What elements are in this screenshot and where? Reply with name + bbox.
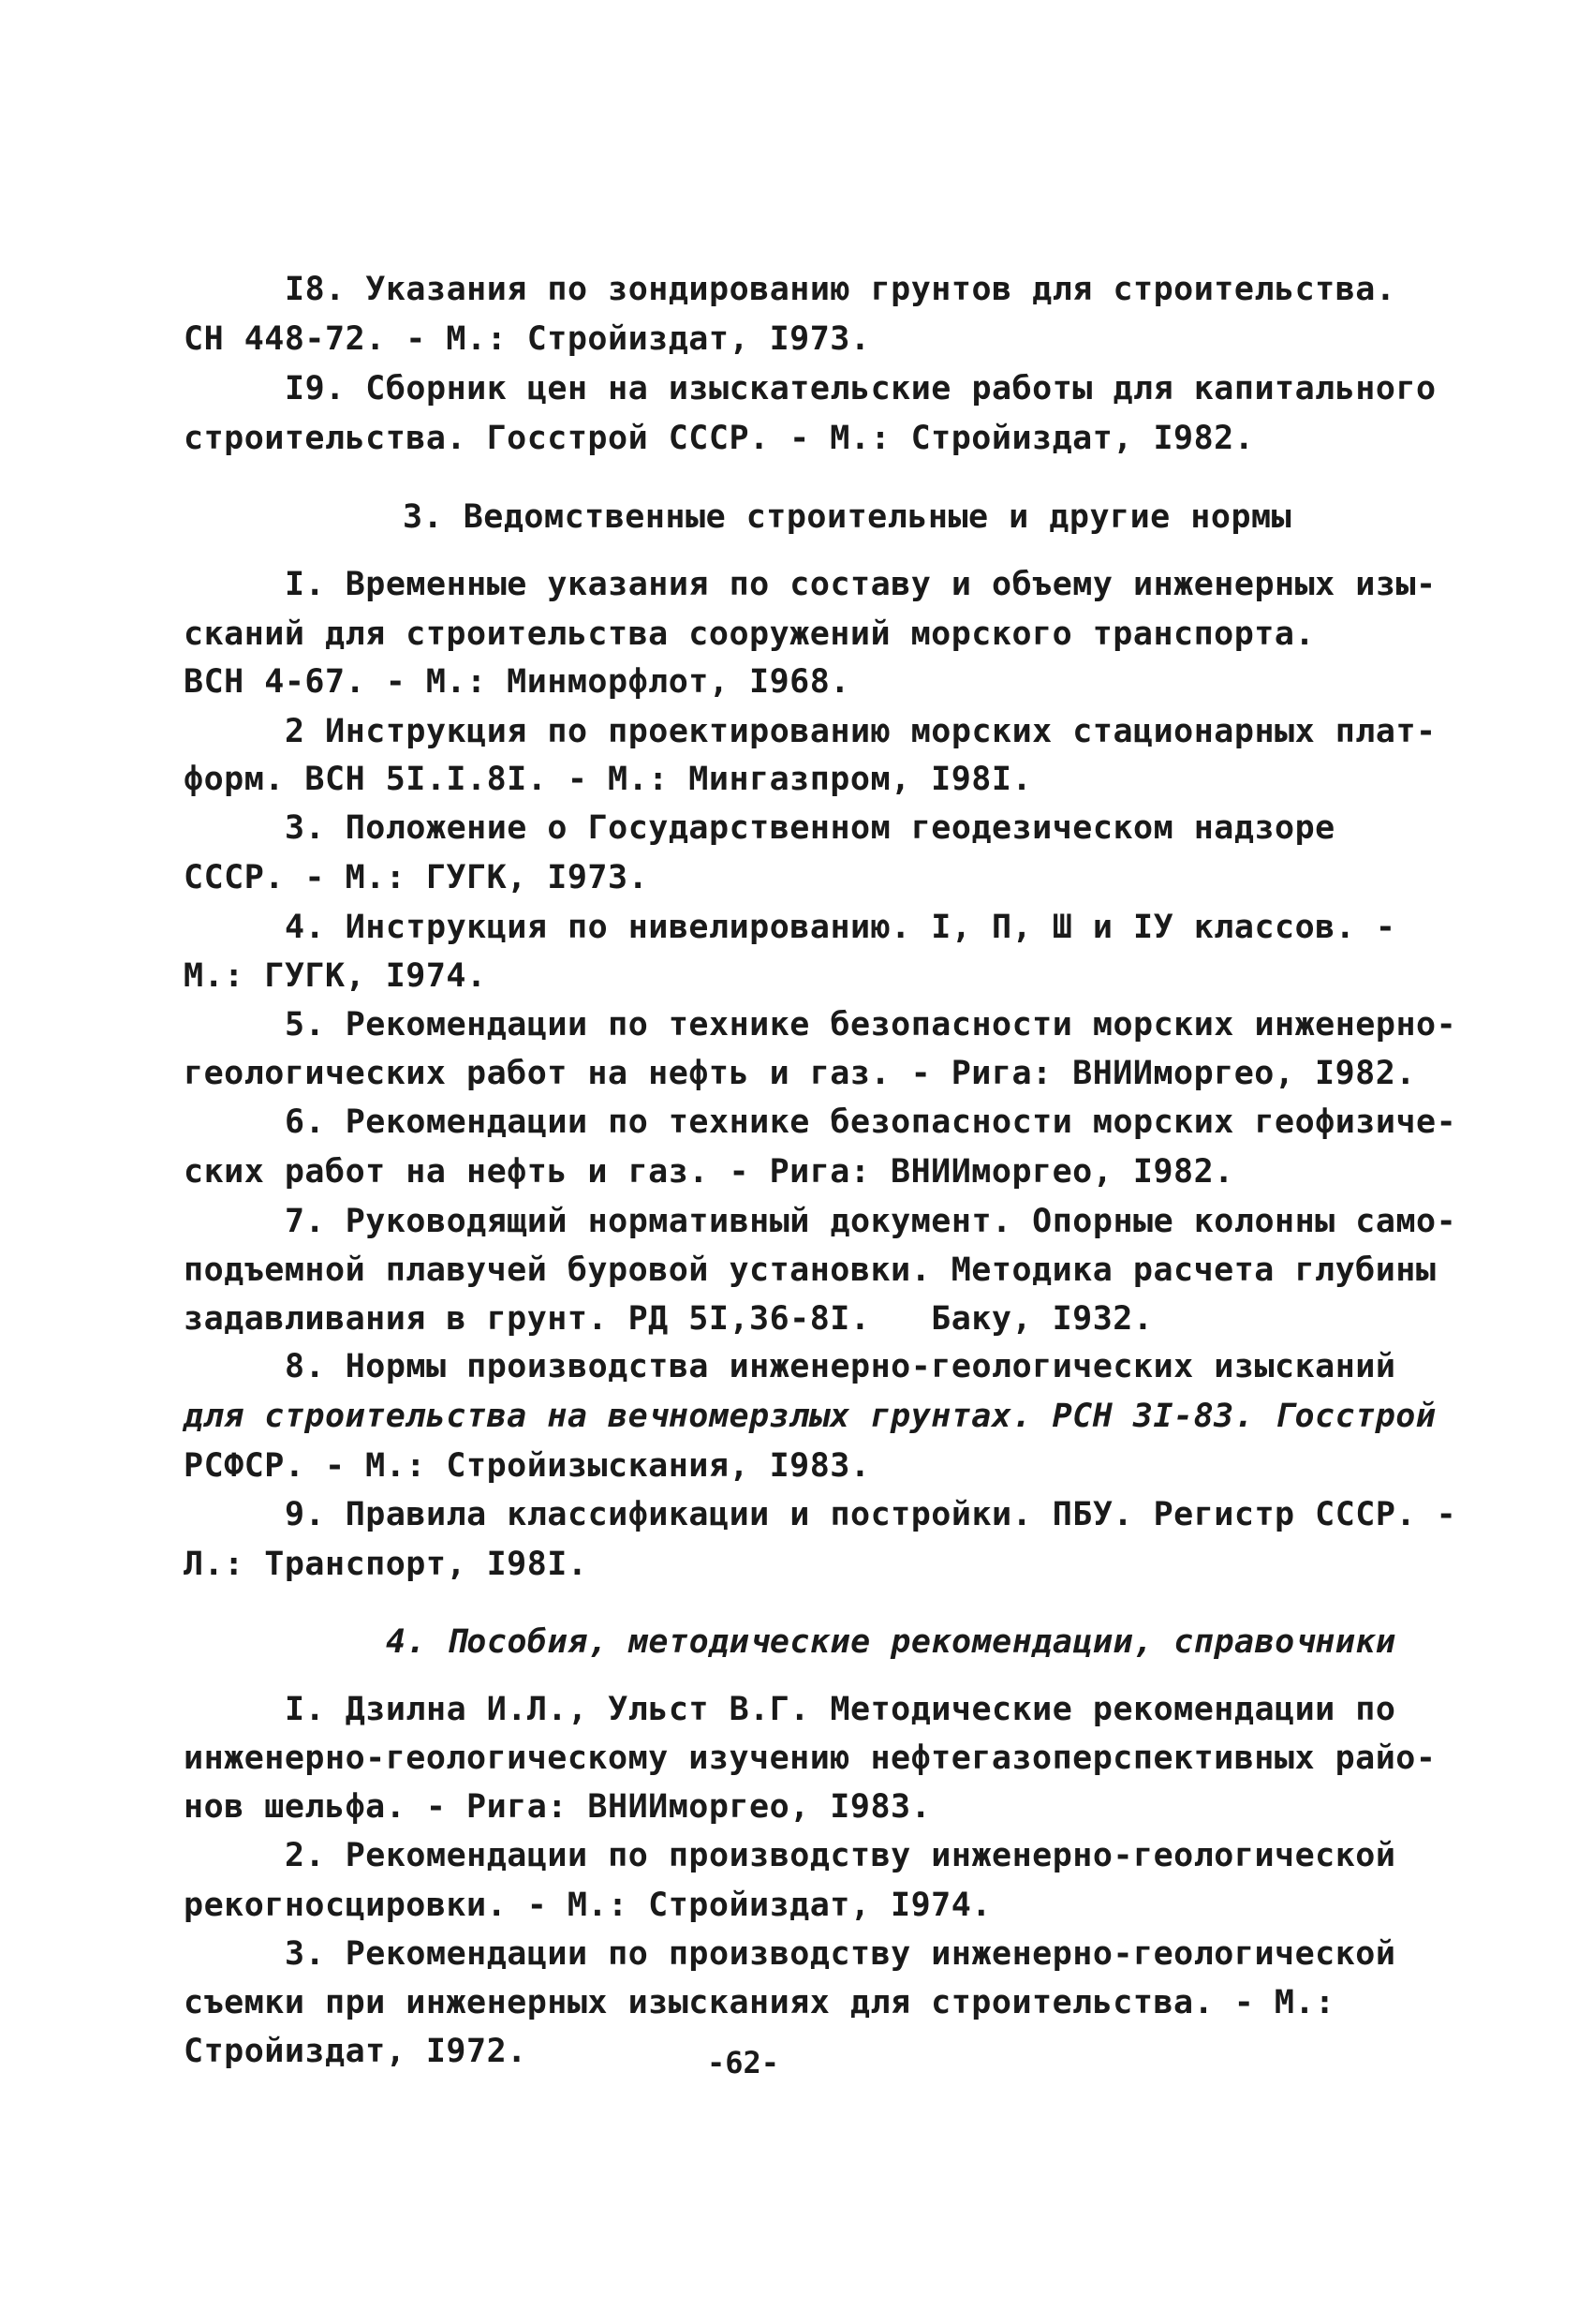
text-line: РСФСР. - М.: Стройизыскания, I983.: [184, 1447, 871, 1485]
text-line: СН 448-72. - М.: Стройиздат, I973.: [184, 320, 871, 358]
text-line: I. Дзилна И.Л., Ульст В.Г. Методические рекомендации по: [285, 1691, 1396, 1728]
text-line: форм. ВСН 5I.I.8I. - М.: Мингазпром, I98I.: [184, 761, 1033, 798]
text-line: строительства. Госстрой СССР. - М.: Стройиздат, I982.: [184, 420, 1255, 457]
section-heading: 3. Ведомственные строительные и другие нормы: [403, 498, 1292, 536]
text-line: 6. Рекомендации по технике безопасности морских геофизиче-: [285, 1103, 1457, 1141]
text-line: 2. Рекомендации по производству инженерно-геологической: [285, 1837, 1396, 1874]
text-line: геологических работ на нефть и газ. - Рига: ВНИИморгео, I982.: [184, 1055, 1416, 1092]
text-line: 8. Нормы производства инженерно-геологических изысканий: [285, 1348, 1396, 1385]
text-line: I. Временные указания по составу и объему инженерных изы-: [285, 566, 1437, 603]
text-line: рекогносцировки. - М.: Стройиздат, I974.: [184, 1887, 992, 1924]
text-line: 4. Инструкция по нивелированию. I, П, Ш и IУ классов. -: [285, 909, 1396, 946]
section-heading: 4. Пособия, методические рекомендации, справочники: [386, 1623, 1396, 1661]
text-line: 2 Инструкция по проектированию морских стационарных плат-: [285, 713, 1437, 750]
text-line: ских работ на нефть и газ. - Рига: ВНИИморгео, I982.: [184, 1153, 1234, 1191]
text-line: 3. Рекомендации по производству инженерно-геологической: [285, 1935, 1396, 1973]
text-line: съемки при инженерных изысканиях для строительства. - М.:: [184, 1984, 1335, 2021]
text-line: Л.: Транспорт, I98I.: [184, 1546, 588, 1583]
text-line: 9. Правила классификации и постройки. ПБУ. Регистр СССР. -: [285, 1496, 1457, 1533]
text-line: 3. Положение о Государственном геодезическом надзоре: [285, 809, 1335, 847]
text-line: I9. Сборник цен на изыскательские работы для капитального: [285, 370, 1437, 407]
text-line: для строительства на вечномерзлых грунтах. РСН 3I-83. Госстрой: [184, 1398, 1437, 1435]
text-line: 5. Рекомендации по технике безопасности морских инженерно-: [285, 1006, 1457, 1044]
text-line: подъемной плавучей буровой установки. Методика расчета глубины: [184, 1251, 1437, 1289]
text-line: нов шельфа. - Рига: ВНИИморгео, I983.: [184, 1788, 932, 1826]
text-line: Стройиздат, I972.: [184, 2033, 527, 2070]
text-line: СССР. - М.: ГУГК, I973.: [184, 859, 649, 896]
text-line: М.: ГУГК, I974.: [184, 957, 487, 995]
text-line: I8. Указания по зондированию грунтов для строительства.: [285, 271, 1396, 308]
text-line: инженерно-геологическому изучению нефтегазоперспективных райо-: [184, 1739, 1437, 1777]
page-number: -62-: [707, 2045, 780, 2080]
text-line: ВСН 4-67. - М.: Минморфлот, I968.: [184, 663, 850, 701]
text-line: задавливания в грунт. РД 5I,36-8I. Баку, I932.: [184, 1300, 1154, 1338]
text-line: сканий для строительства сооружений морского транспорта.: [184, 615, 1316, 653]
text-line: 7. Руководящий нормативный документ. Опорные колонны само-: [285, 1203, 1457, 1240]
